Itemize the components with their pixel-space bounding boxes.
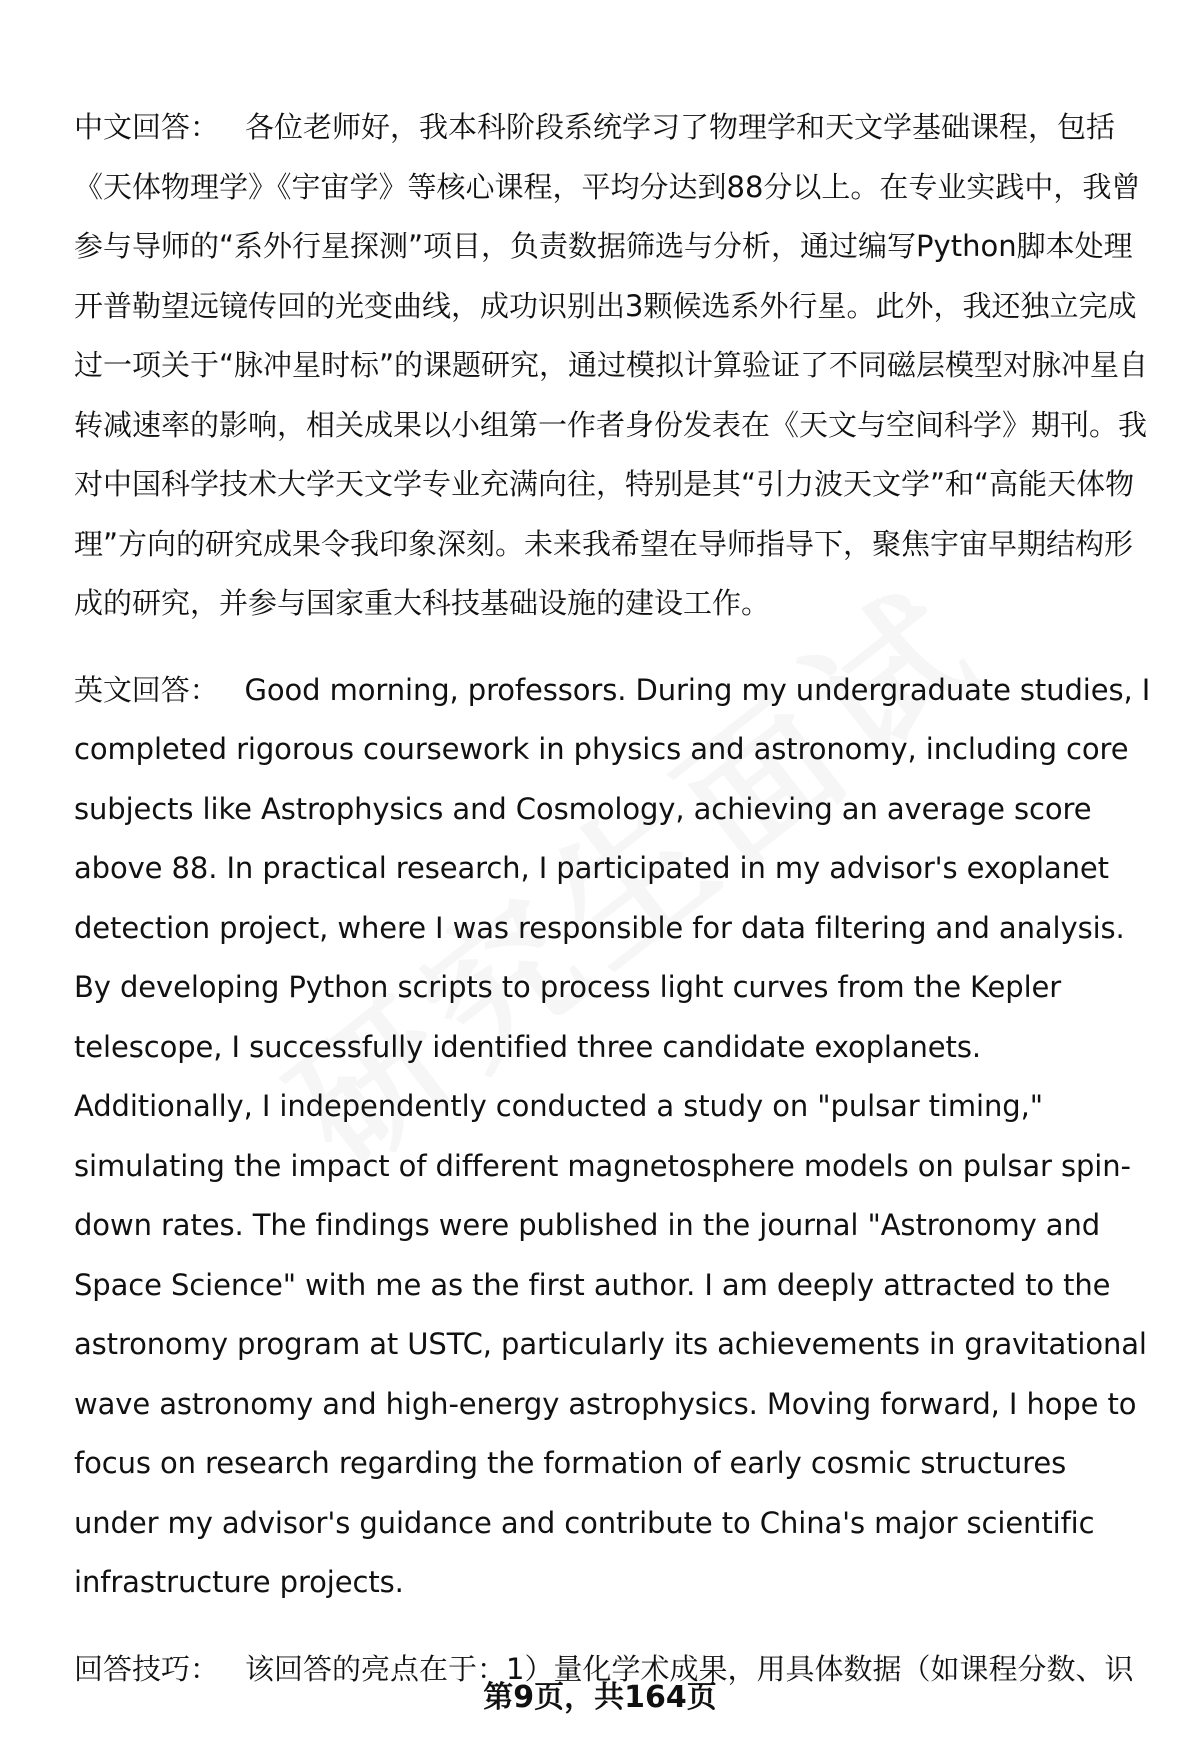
chinese-answer-label: 中文回答： [74, 110, 220, 144]
english-answer-text: Good morning, professors. During my undergraduate studies, I completed rigorous coursework in physics and astronomy, including core subjects like Astrophysics and Cosmology, achieving an average score above 88. In practical research, I participated in my advisor's exoplanet detection project, where I was responsible for data filtering and analysis. By developing Python scripts to process light curves from the Kepler telescope, I successfully identified three candidate exoplanets. Additionally, I independently conducted a study on "pulsar timing," simulating the impact of different magnetosphere models on pulsar spin-down rates. The findings were published in the journal "Astronomy and Space Science" with me as the first author. I am deeply attracted to the astronomy program at USTC, particularly its achievements in gravitational wave astronomy and high-energy astrophysics. Moving forward, I hope to focus on research regarding the formation of early cosmic structures under my advisor's guidance and contribute to China's major scientific infrastructure projects. [74, 672, 1151, 1599]
answer-tips-label: 回答技巧： [74, 1651, 220, 1686]
document-body [74, 98, 1154, 1726]
chinese-answer-text: 各位老师好，我本科阶段系统学习了物理学和天文学基础课程，包括《天体物理学》《宇宙学》等核心课程，平均分达到88分以上。在专业实践中，我曾参与导师的“系外行星探测”项目，负责数据筛选与分析，通过编写Python脚本处理开普勒望远镜传回的光变曲线，成功识别出3颗候选系外行星。此外，我还独立完成过一项关于“脉冲星时标”的课题研究，通过模拟计算验证了不同磁层模型对脉冲星自转减速率的影响，相关成果以小组第一作者身份发表在《天文与空间科学》期刊。我对中国科学技术大学天文学专业充满向往，特别是其“引力波天文学”和“高能天体物理”方向的研究成果令我印象深刻。未来我希望在导师指导下，聚焦宇宙早期结构形成的研究，并参与国家重大科技基础设施的建设工作。 [74, 110, 1149, 620]
chinese-answer-paragraph [74, 98, 1154, 634]
page-number: 第9页，共164页 [483, 1680, 717, 1715]
english-answer-label: 英文回答： [74, 672, 219, 707]
answer-tips-text: 该回答的亮点在于：1）量化学术成果，用具体数据（如课程分数、识 [245, 1651, 1134, 1686]
english-answer-paragraph [74, 661, 1154, 1613]
